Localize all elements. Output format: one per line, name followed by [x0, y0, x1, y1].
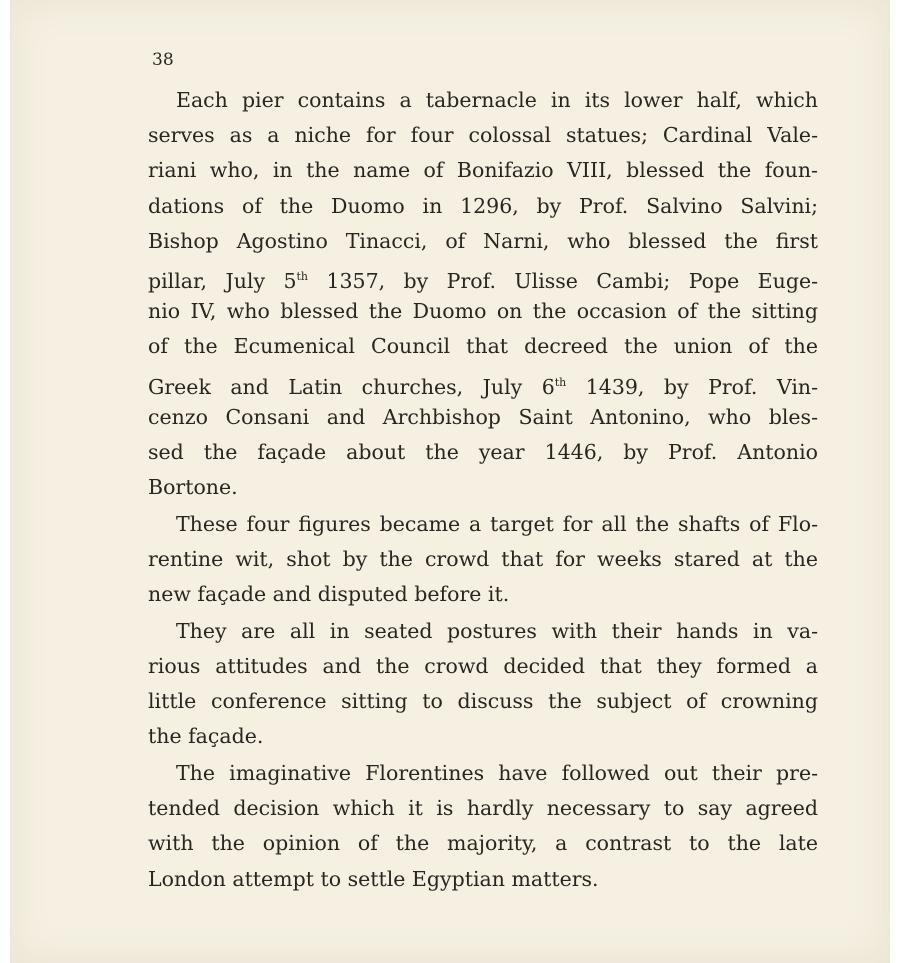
- text-line: pillar, July 5th 1357, by Prof. Ulisse Cambi; Pope Euge-: [148, 268, 819, 293]
- text-line: the façade.: [148, 724, 264, 749]
- text-line: of the Ecumenical Council that decreed the union of the: [148, 334, 818, 359]
- text-line: nio IV, who blessed the Duomo on the occasion of the sitting: [148, 299, 818, 324]
- text-line: Bishop Agostino Tinacci, of Narni, who blessed the first: [148, 228, 818, 253]
- text-line: London attempt to settle Egyptian matters.: [148, 866, 599, 891]
- text-line: dations of the Duomo in 1296, by Prof. Salvino Salvini;: [148, 193, 818, 218]
- text-line: Greek and Latin churches, July 6th 1439, by Prof. Vin-: [148, 374, 819, 399]
- text-line: rious attitudes and the crowd decided that they formed a: [148, 654, 818, 678]
- text-line: tended decision which it is hardly necessary to say agreed: [148, 796, 818, 821]
- text-line: with the opinion of the majority, a contrast to the late: [148, 831, 818, 856]
- text-line: little conference sitting to discuss the subject of crowning: [148, 689, 818, 714]
- paragraph-florentine-wit: [148, 507, 818, 613]
- body-text: [148, 83, 818, 898]
- text-line: Each pier contains a tabernacle in its lower half, which: [176, 88, 818, 112]
- text-line: sed the façade about the year 1446, by Prof. Antonio: [148, 439, 818, 464]
- text-line: They are all in seated postures with their hands in va-: [176, 618, 818, 643]
- text-line: cenzo Consani and Archbishop Saint Antonino, who bles-: [148, 404, 818, 429]
- text-line: rentine wit, shot by the crowd that for weeks stared at the: [148, 546, 818, 571]
- text-line: Bortone.: [148, 475, 238, 500]
- page-number: 38: [152, 50, 174, 70]
- paragraph-tabernacle-statues: [148, 83, 818, 505]
- ordinal-suffix: th: [554, 375, 567, 389]
- text-line: The imaginative Florentines have followed out their pre-: [176, 761, 818, 786]
- paragraph-seated-postures: [148, 614, 818, 755]
- text-line: These four figures became a target for all the shafts of Flo-: [176, 511, 818, 536]
- ordinal-suffix: th: [296, 269, 309, 283]
- text-line: new façade and disputed before it.: [148, 582, 510, 607]
- text-line: serves as a niche for four colossal statues; Cardinal Vale-: [148, 123, 818, 148]
- text-line: riani who, in the name of Bonifazio VIII, blessed the foun-: [148, 158, 818, 183]
- paragraph-imaginative-florentines: [148, 756, 818, 897]
